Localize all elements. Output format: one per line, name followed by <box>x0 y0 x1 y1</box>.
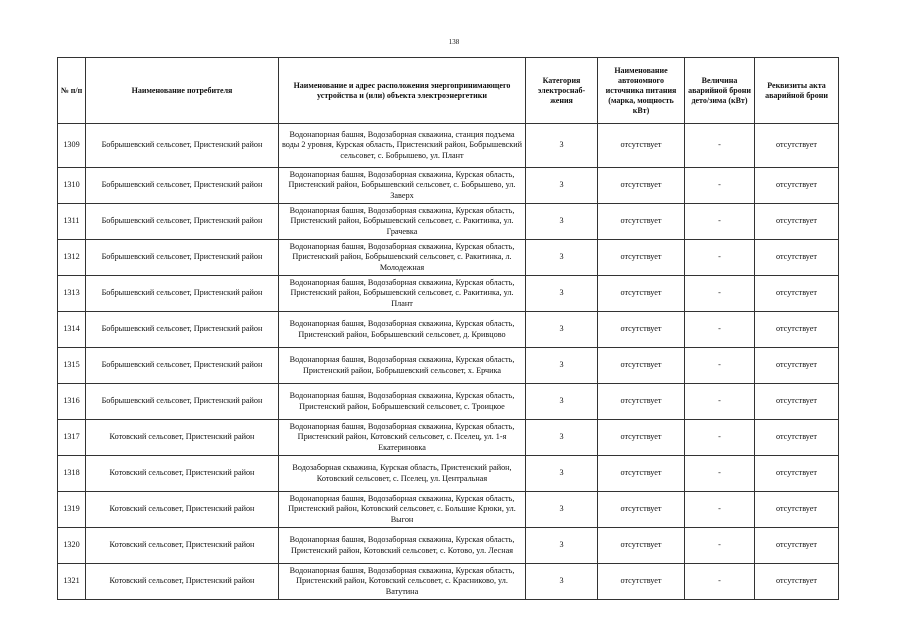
power-source: отсутствует <box>598 420 685 456</box>
emergency-reserve: - <box>685 204 755 240</box>
table-row <box>58 312 839 348</box>
table-header-row <box>58 58 839 124</box>
emergency-reserve: - <box>685 564 755 600</box>
supply-category: 3 <box>526 124 598 168</box>
header-emergency-reserve: Величина аварийной брони дето/зима (кВт) <box>685 58 755 124</box>
row-number: 1314 <box>58 312 86 348</box>
consumer-name: Бобрышевский сельсовет, Пристенский район <box>86 384 279 420</box>
row-number: 1309 <box>58 124 86 168</box>
supply-category: 3 <box>526 528 598 564</box>
row-number: 1315 <box>58 348 86 384</box>
emergency-reserve: - <box>685 528 755 564</box>
page-number: 138 <box>448 38 460 46</box>
act-details: отсутствует <box>755 204 839 240</box>
header-consumer: Наименование потребителя <box>86 58 279 124</box>
row-number: 1316 <box>58 384 86 420</box>
power-source: отсутствует <box>598 384 685 420</box>
object-address: Водозаборная скважина, Курская область, Пристенский район, Котовский сельсовет, с. Пселец, ул. Центральная <box>279 456 526 492</box>
power-source: отсутствует <box>598 312 685 348</box>
consumer-name: Бобрышевский сельсовет, Пристенский район <box>86 124 279 168</box>
row-number: 1312 <box>58 240 86 276</box>
consumer-name: Бобрышевский сельсовет, Пристенский район <box>86 168 279 204</box>
supply-category: 3 <box>526 348 598 384</box>
power-source: отсутствует <box>598 348 685 384</box>
emergency-reserve: - <box>685 124 755 168</box>
power-source: отсутствует <box>598 276 685 312</box>
consumer-name: Котовский сельсовет, Пристенский район <box>86 492 279 528</box>
power-source: отсутствует <box>598 564 685 600</box>
object-address: Водонапорная башня, Водозаборная скважина, Курская область, Пристенский район, Бобрышевский сельсовет, х. Ерчика <box>279 348 526 384</box>
object-address: Водонапорная башня, Водозаборная скважина, Курская область, Пристенский район, Котовский сельсовет, с. Красниково, ул. Ватутина <box>279 564 526 600</box>
object-address: Водонапорная башня, Водозаборная скважина, Курская область, Пристенский район, Котовский сельсовет, с. Большие Крюки, ул. Выгон <box>279 492 526 528</box>
act-details: отсутствует <box>755 528 839 564</box>
row-number: 1321 <box>58 564 86 600</box>
power-source: отсутствует <box>598 492 685 528</box>
emergency-reserve: - <box>685 276 755 312</box>
act-details: отсутствует <box>755 384 839 420</box>
emergency-reserve: - <box>685 312 755 348</box>
table-row <box>58 124 839 168</box>
power-consumers-table <box>57 57 839 600</box>
table-row <box>58 564 839 600</box>
row-number: 1317 <box>58 420 86 456</box>
object-address: Водонапорная башня, Водозаборная скважина, Курская область, Пристенский район, Бобрышевский сельсовет, с. Бобрышево, ул. Заверх <box>279 168 526 204</box>
emergency-reserve: - <box>685 168 755 204</box>
table-row <box>58 420 839 456</box>
act-details: отсутствует <box>755 168 839 204</box>
supply-category: 3 <box>526 312 598 348</box>
row-number: 1320 <box>58 528 86 564</box>
emergency-reserve: - <box>685 384 755 420</box>
object-address: Водонапорная башня, Водозаборная скважина, Курская область, Пристенский район, Бобрышевский сельсовет, с. Ракитинка, л. Молодежная <box>279 240 526 276</box>
supply-category: 3 <box>526 240 598 276</box>
table-row <box>58 528 839 564</box>
table-row <box>58 204 839 240</box>
supply-category: 3 <box>526 276 598 312</box>
row-number: 1310 <box>58 168 86 204</box>
power-source: отсутствует <box>598 240 685 276</box>
consumer-name: Бобрышевский сельсовет, Пристенский район <box>86 276 279 312</box>
consumer-name: Котовский сельсовет, Пристенский район <box>86 528 279 564</box>
supply-category: 3 <box>526 384 598 420</box>
table-row <box>58 276 839 312</box>
header-object: Наименование и адрес расположения энергопринимающего устройства и (или) объекта электроэнергетики <box>279 58 526 124</box>
consumer-name: Котовский сельсовет, Пристенский район <box>86 456 279 492</box>
row-number: 1318 <box>58 456 86 492</box>
emergency-reserve: - <box>685 240 755 276</box>
power-source: отсутствует <box>598 528 685 564</box>
consumer-name: Котовский сельсовет, Пристенский район <box>86 564 279 600</box>
supply-category: 3 <box>526 492 598 528</box>
power-source: отсутствует <box>598 168 685 204</box>
supply-category: 3 <box>526 564 598 600</box>
supply-category: 3 <box>526 456 598 492</box>
power-source: отсутствует <box>598 456 685 492</box>
row-number: 1311 <box>58 204 86 240</box>
table-row <box>58 240 839 276</box>
table-row <box>58 348 839 384</box>
act-details: отсутствует <box>755 124 839 168</box>
table-row <box>58 168 839 204</box>
object-address: Водонапорная башня, Водозаборная скважина, Курская область, Пристенский район, Бобрышевский сельсовет, с. Ракитинка, ул. Плант <box>279 276 526 312</box>
table-row <box>58 384 839 420</box>
supply-category: 3 <box>526 168 598 204</box>
power-source: отсутствует <box>598 124 685 168</box>
consumer-name: Бобрышевский сельсовет, Пристенский район <box>86 312 279 348</box>
supply-category: 3 <box>526 204 598 240</box>
row-number: 1319 <box>58 492 86 528</box>
object-address: Водонапорная башня, Водозаборная скважина, Курская область, Пристенский район, Бобрышевский сельсовет, д. Кривцово <box>279 312 526 348</box>
consumer-name: Котовский сельсовет, Пристенский район <box>86 420 279 456</box>
consumer-name: Бобрышевский сельсовет, Пристенский район <box>86 348 279 384</box>
header-power-source: Наименование автономного источника питания (марка, мощность кВт) <box>598 58 685 124</box>
act-details: отсутствует <box>755 456 839 492</box>
object-address: Водонапорная башня, Водозаборная скважина, станция подъема воды 2 уровня, Курская область, Пристенский район, Бобрышевский сельсовет, с. Бобрышево, ул. Плант <box>279 124 526 168</box>
power-source: отсутствует <box>598 204 685 240</box>
header-number: № п/п <box>58 58 86 124</box>
act-details: отсутствует <box>755 312 839 348</box>
object-address: Водонапорная башня, Водозаборная скважина, Курская область, Пристенский район, Котовский сельсовет, с. Пселец, ул. 1-я Екатериновка <box>279 420 526 456</box>
act-details: отсутствует <box>755 348 839 384</box>
table-row <box>58 492 839 528</box>
act-details: отсутствует <box>755 564 839 600</box>
consumer-name: Бобрышевский сельсовет, Пристенский район <box>86 204 279 240</box>
act-details: отсутствует <box>755 420 839 456</box>
emergency-reserve: - <box>685 420 755 456</box>
object-address: Водонапорная башня, Водозаборная скважина, Курская область, Пристенский район, Бобрышевский сельсовет, с. Троицкое <box>279 384 526 420</box>
act-details: отсутствует <box>755 276 839 312</box>
header-category: Категория электроснаб-жения <box>526 58 598 124</box>
consumer-name: Бобрышевский сельсовет, Пристенский район <box>86 240 279 276</box>
act-details: отсутствует <box>755 240 839 276</box>
emergency-reserve: - <box>685 492 755 528</box>
supply-category: 3 <box>526 420 598 456</box>
object-address: Водонапорная башня, Водозаборная скважина, Курская область, Пристенский район, Бобрышевский сельсовет, с. Ракитинка, ул. Грачевка <box>279 204 526 240</box>
table-row <box>58 456 839 492</box>
emergency-reserve: - <box>685 456 755 492</box>
object-address: Водонапорная башня, Водозаборная скважина, Курская область, Пристенский район, Котовский сельсовет, с. Котово, ул. Лесная <box>279 528 526 564</box>
emergency-reserve: - <box>685 348 755 384</box>
act-details: отсутствует <box>755 492 839 528</box>
row-number: 1313 <box>58 276 86 312</box>
header-act-details: Реквизиты акта аварийной брони <box>755 58 839 124</box>
